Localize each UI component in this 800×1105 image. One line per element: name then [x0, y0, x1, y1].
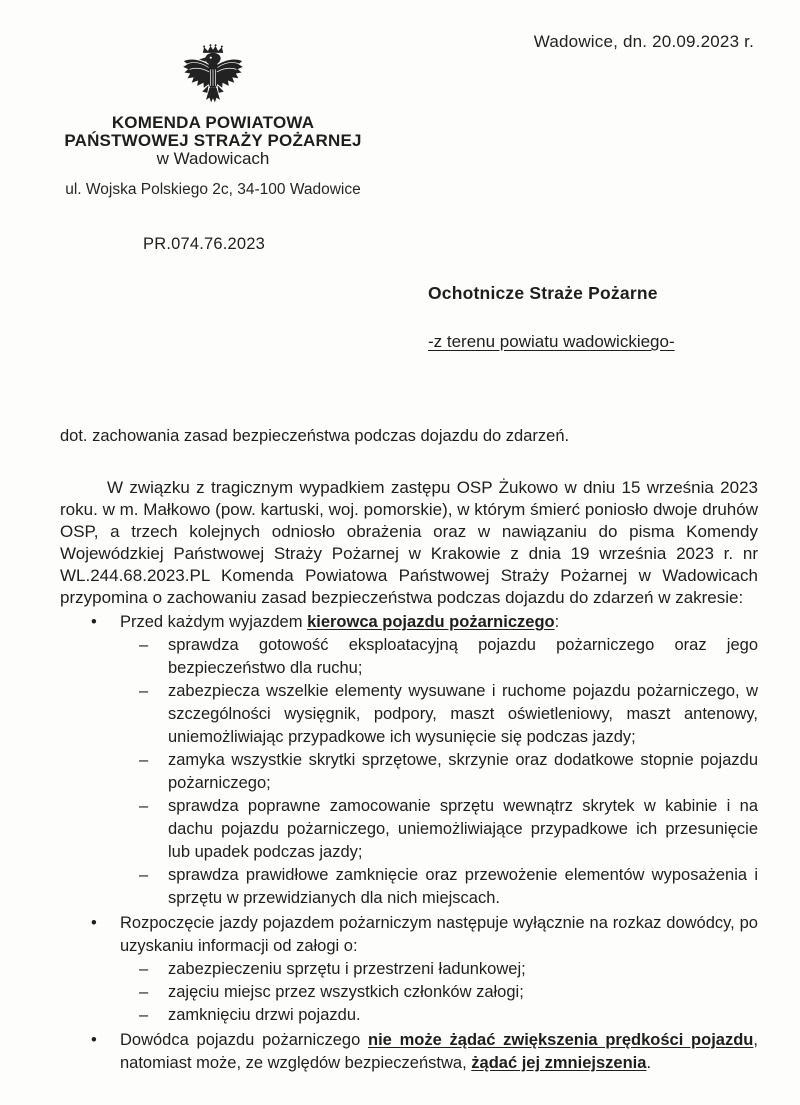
org-name-line3: w Wadowicach	[156, 149, 270, 168]
addressee-name: Ochotnicze Straże Pożarne	[428, 283, 658, 303]
sub-list-item	[60, 1004, 758, 1027]
sub-list-item	[60, 634, 758, 680]
dash-marker: –	[139, 751, 149, 769]
dash-marker: –	[139, 682, 149, 700]
letterhead	[63, 44, 363, 199]
org-name-line1: KOMENDA POWIATOWA	[111, 113, 315, 132]
sub-list-item-text: sprawdza gotowość eksploatacyjną pojazdu pożarniczego oraz jego bezpieczeństwo dla ruchu;	[168, 636, 758, 677]
list-item-text: , natomiast może, ze względów bezpieczeństwa,	[120, 1031, 758, 1072]
list-item	[60, 1029, 758, 1075]
dash-marker: –	[139, 1006, 149, 1024]
list-item-emphasis: nie może żądać zwiększenia prędkości pojazdu	[368, 1031, 754, 1049]
polish-eagle-icon	[181, 44, 245, 110]
sub-list-item-text: sprawdza poprawne zamocowanie sprzętu wewnątrz skrytek w kabinie i na dachu pojazdu pożarniczego, uniemożliwiające przypadkowe ich przesunięcie lub upadek podczas jazdy;	[168, 797, 758, 861]
list-item	[60, 912, 758, 958]
dash-marker: –	[139, 797, 149, 815]
date-line: Wadowice, dn. 20.09.2023 r.	[533, 32, 754, 51]
sub-list-item-text: sprawdza prawidłowe zamknięcie oraz przewożenie elementów wyposażenia i sprzętu w przewidzianych dla nich miejscach.	[168, 866, 758, 907]
dash-marker: –	[139, 960, 149, 978]
sub-list-item	[60, 864, 758, 910]
sub-list-item-text: zamknięciu drzwi pojazdu.	[168, 1006, 361, 1024]
list-item-emphasis: żądać jej zmniejszenia	[471, 1054, 647, 1072]
org-address: ul. Wojska Polskiego 2c, 34-100 Wadowice	[65, 181, 361, 198]
bullet-marker: •	[91, 613, 97, 631]
list-item-text: Rozpoczęcie jazdy pojazdem pożarniczym następuje wyłącznie na rozkaz dowódcy, po uzyskaniu informacji od załogi o:	[120, 914, 758, 955]
sub-list-item-text: zabezpieczeniu sprzętu i przestrzeni ładunkowej;	[168, 960, 526, 978]
org-name-line2: PAŃSTWOWEJ STRAŻY POŻARNEJ	[64, 131, 362, 150]
list-item-text: Przed każdym wyjazdem	[120, 613, 308, 631]
addressee-scope: -z terenu powiatu wadowickiego-	[428, 332, 675, 351]
dash-marker: –	[139, 636, 149, 654]
safety-rules-list	[60, 611, 758, 1075]
reference-number: PR.074.76.2023	[143, 235, 266, 253]
list-item-emphasis: kierowca pojazdu pożarniczego	[307, 613, 555, 631]
intro-paragraph: W związku z tragicznym wypadkiem zastępu OSP Żukowo w dniu 15 września 2023 roku. w m. Małkowo (pow. kartuski, woj. pomorskie), w którym śmierć poniosło dwoje druhów OSP, a trzech kolejnych odniosło obrażenia oraz w nawiązaniu do pisma Komendy Wojewódzkiej Państwowej Straży Pożarnej w Krakowie z dnia 19 września 2023 r. nr WL.244.68.2023.PL Komenda Powiatowa Państwowej Straży Pożarnej w Wadowicach przypomina o zachowaniu zasad bezpieczeństwa podczas dojazdu do zdarzeń w zakresie:	[60, 478, 758, 607]
addressee-block	[428, 283, 675, 352]
list-item-text: :	[554, 613, 560, 631]
list-item	[60, 611, 758, 634]
sub-list-item	[60, 749, 758, 795]
sub-list-item	[60, 795, 758, 864]
letter-body	[60, 477, 758, 1075]
sub-list-item-text: zabezpiecza wszelkie elementy wysuwane i ruchome pojazdu pożarniczego, w szczególności wysięgnik, podpory, maszt oświetleniowy, maszt antenowy, uniemożliwiając przypadkowe ich wysunięcie się podczas jazdy;	[168, 682, 758, 746]
sub-list-item	[60, 981, 758, 1004]
dash-marker: –	[139, 983, 149, 1001]
bullet-marker: •	[91, 1031, 97, 1049]
sub-list-item-text: zamyka wszystkie skrytki sprzętowe, skrzynie oraz dodatkowe stopnie pojazdu pożarniczego;	[168, 751, 758, 792]
list-item-text: .	[646, 1054, 652, 1072]
sub-list-item	[60, 958, 758, 981]
dash-marker: –	[139, 866, 149, 884]
list-item-text: Dowódca pojazdu pożarniczego	[120, 1031, 368, 1049]
sub-list-item	[60, 680, 758, 749]
subject-line: dot. zachowania zasad bezpieczeństwa podczas dojazdu do zdarzeń.	[60, 427, 570, 445]
bullet-marker: •	[91, 914, 97, 932]
sub-list-item-text: zajęciu miejsc przez wszystkich członków załogi;	[168, 983, 524, 1001]
